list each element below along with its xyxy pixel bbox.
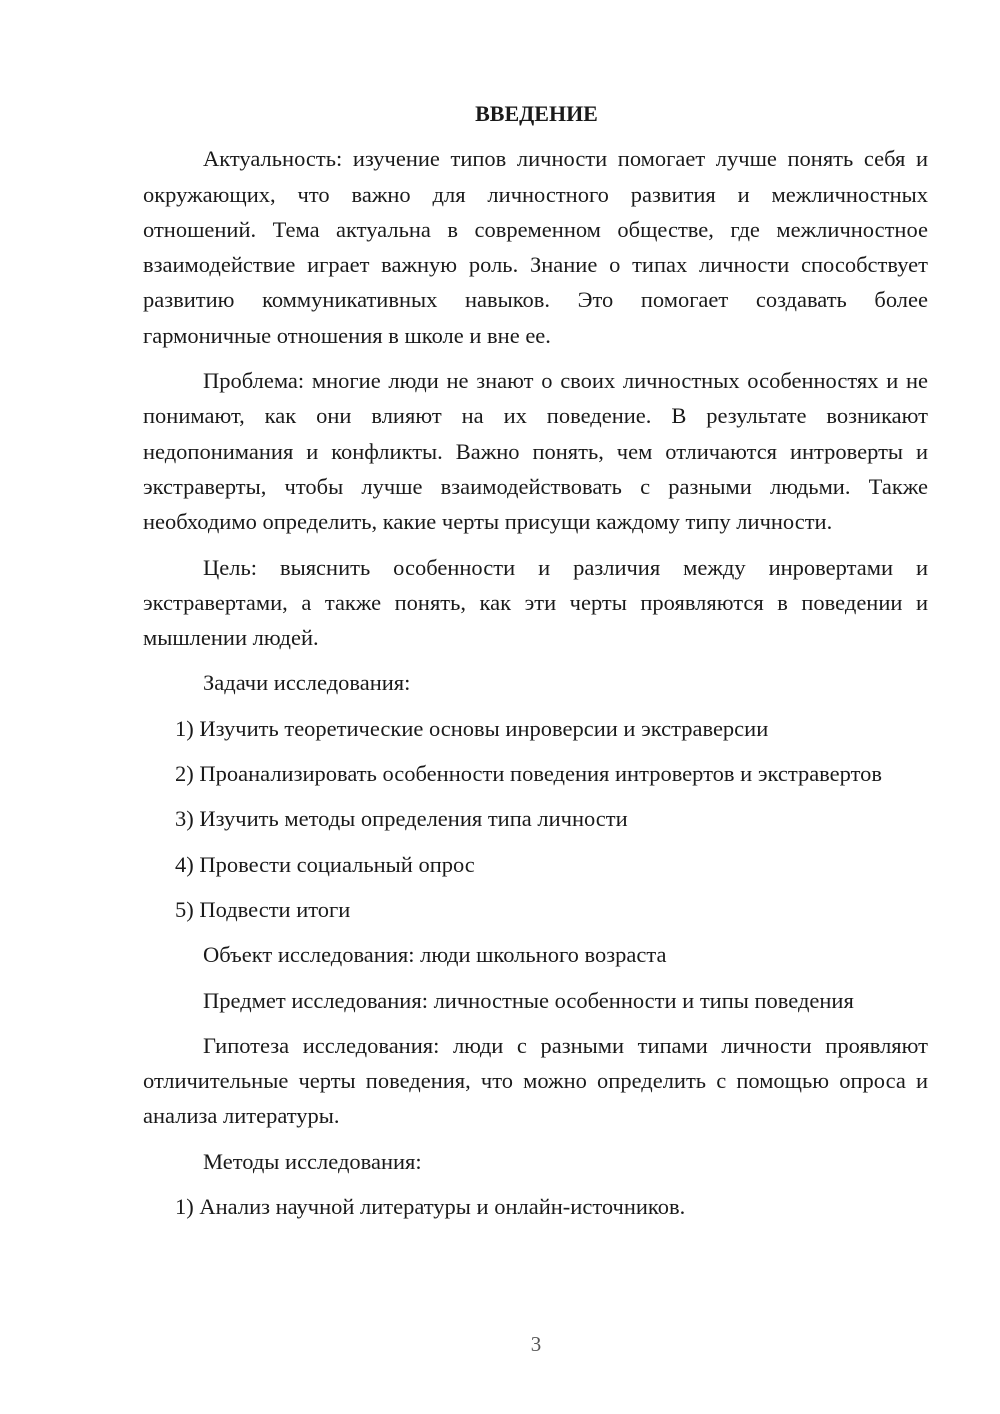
task-item-2: 2) Проанализировать особенности поведения интровертов и экстравертов: [175, 761, 883, 787]
page-content: [143, 96, 928, 1234]
object-line: Объект исследования: люди школьного возраста: [203, 942, 667, 968]
problem-paragraph: Проблема: многие люди не знают о своих личностных особенностях и не понимают, как они влияют на их поведение. В результате возникают недопонимания и конфликты. Важно понять, чем отличаются интроверты и экстраверты, чтобы лучше взаимодействовать с разными людьми. Также необходимо определить, какие черты присущи каждому типу личности.: [143, 368, 928, 535]
methods-heading: Методы исследования:: [203, 1148, 422, 1174]
subject-line: Предмет исследования: личностные особенности и типы поведения: [203, 987, 854, 1013]
task-item-3: 3) Изучить методы определения типа личности: [175, 806, 628, 832]
task-item-1: 1) Изучить теоретические основы инроверсии и экстраверсии: [175, 715, 769, 741]
method-item-1: 1) Анализ научной литературы и онлайн-источников.: [175, 1194, 686, 1220]
relevance-paragraph: Актуальность: изучение типов личности помогает лучше понять себя и окружающих, что важно для личностного развития и межличностных отношений. Тема актуальна в современном обществе, где межличностное взаимодействие играет важную роль. Знание о типах личности способствует развитию коммуникативных навыков. Это помогает создавать более гармоничные отношения в школе и вне ее.: [143, 146, 928, 348]
tasks-heading: Задачи исследования:: [203, 670, 411, 696]
task-item-5: 5) Подвести итоги: [175, 896, 351, 922]
hypothesis-paragraph: Гипотеза исследования: люди с разными типами личности проявляют отличительные черты поведения, что можно определить с помощью опроса и анализа литературы.: [143, 1032, 928, 1129]
section-title: ВВЕДЕНИЕ: [475, 101, 598, 126]
page-number: 3: [530, 1332, 542, 1356]
goal-paragraph: Цель: выяснить особенности и различия между инровертами и экстравертами, а также понять, как эти черты проявляются в поведении и мышлении людей.: [143, 554, 928, 651]
task-item-4: 4) Провести социальный опрос: [175, 851, 475, 877]
